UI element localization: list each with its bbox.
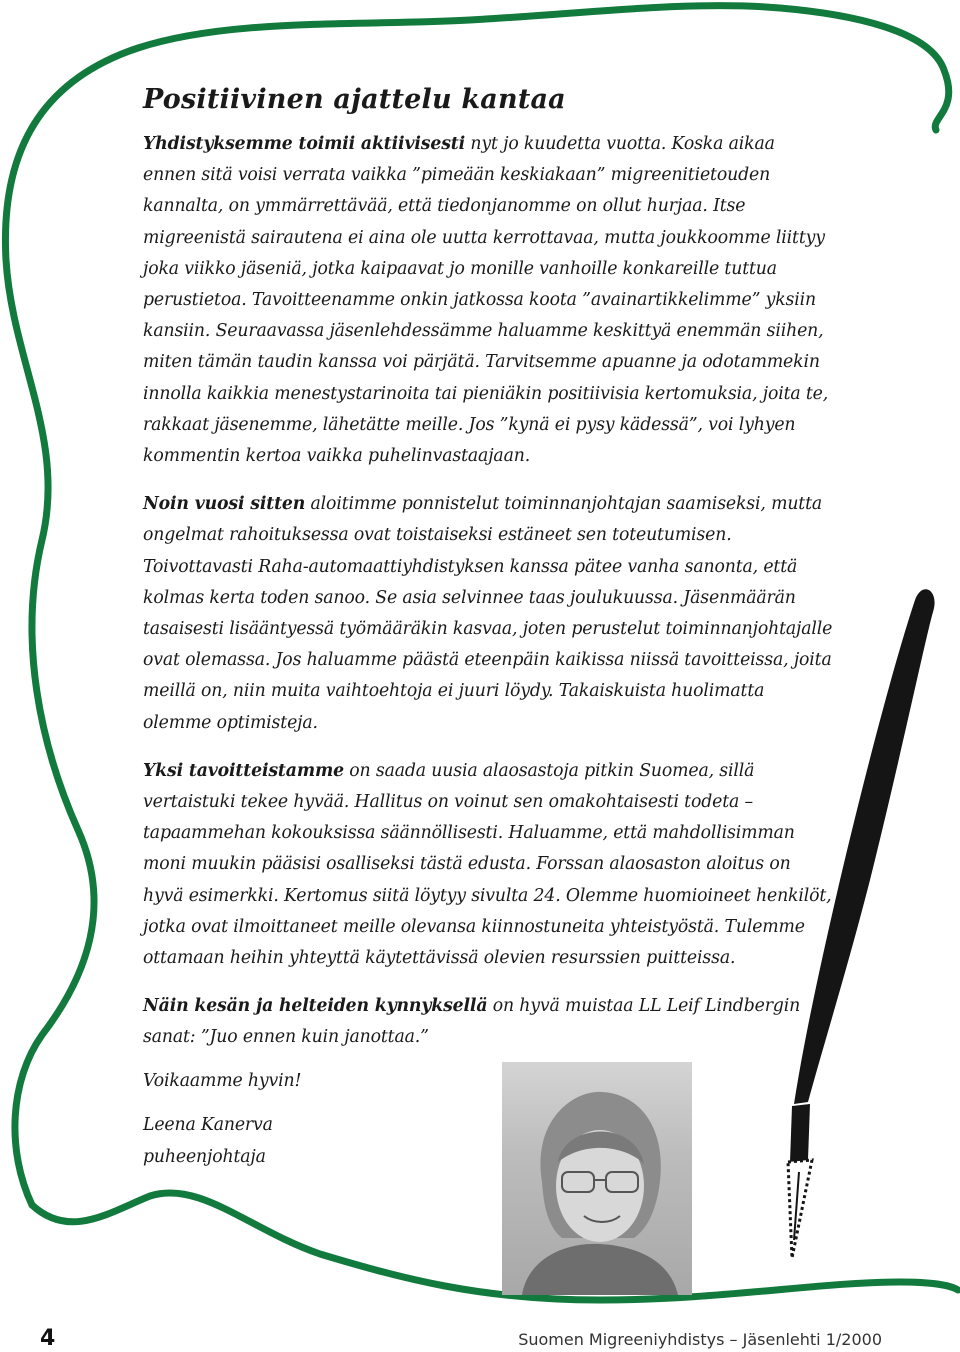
paragraph-4-lead: Näin kesän ja helteiden kynnyksellä	[143, 996, 488, 1017]
paragraph-2-lead: Noin vuosi sitten	[143, 494, 306, 515]
signature-name: Leena Kanerva	[143, 1114, 273, 1135]
paragraph-2-text: aloitimme ponnistelut toiminnanjohtajan saamiseksi, mutta ongelmat rahoituksessa ovat toistaiseksi estäneet sen toteutumisen. Toivottavasti Raha-automaattiyhdistyksen kanssa pätee vanha sanonta, että kolmas kerta toden sanoo. Se asia selvinnee taas joulukuussa. Jäsenmäärän tasaisesti lisääntyessä työmääräkin kasvaa, joten perustelut toiminnanjohtajalle ovat olemassa. Jos haluamme päästä eteenpäin kaikissa niissä tavoitteissa, joita meillä on, niin muita vaihtoehtoja ei juuri löydy. Takaiskuista huolimatta olemme optimisteja.	[143, 494, 833, 733]
paragraph-1-lead: Yhdistyksemme toimii aktiivisesti	[143, 134, 466, 154]
article-title: Positiivinen ajattelu kantaa	[143, 84, 566, 115]
closing-line: Voikaamme hyvin!	[143, 1070, 302, 1091]
author-portrait-photo	[502, 1062, 692, 1295]
editorial-article	[143, 84, 833, 1173]
green-ribbon-bottom	[32, 1193, 958, 1300]
paragraph-1	[143, 129, 833, 472]
journal-name: Suomen Migreeniyhdistys – Jäsenlehti 1/2000	[518, 1330, 882, 1349]
page-footer	[0, 1322, 960, 1352]
pen-nib	[788, 1160, 812, 1258]
signature-role: puheenjohtaja	[143, 1146, 266, 1167]
paragraph-3	[143, 756, 833, 974]
paragraph-2	[143, 489, 833, 739]
paragraph-1-text: nyt jo kuudetta vuotta. Koska aikaa ennen sitä voisi verrata vaikka ”pimeään keskiakaan” migreenitietouden kannalta, on ymmärrettävää, että tiedonjanomme on ollut hurjaa. Itse migreenistä sairautena ei aina ole uutta kerrottavaa, mutta joukkoomme liittyy joka viikko jäseniä, jotka kaipaavat jo monille vanhoille konkareille tuttua perustietoa. Tavoitteenamme onkin jatkossa koota ”avainartikkelimme” yksiin kansiin. Seuraavassa jäsenlehdessämme haluamme keskittyä enemmän siihen, miten tämän taudin kanssa voi pärjätä. Tarvitsemme apuanne ja odotammekin innolla kaikkia menestystarinoita tai pieniäkin positiivisia kertomuksia, joita te, rakkaat jäsenemme, lähetätte meille. Jos ”kynä ei pysy kädessä”, voi lyhyen kommentin kertoa vaikka puhelinvastaajaan.	[143, 134, 829, 467]
paragraph-3-lead: Yksi tavoitteistamme	[143, 760, 344, 781]
paragraph-4	[143, 991, 833, 1053]
paragraph-4-text: on hyvä muistaa LL Leif Lindbergin sanat: ”Juo ennen kuin janottaa.”	[143, 996, 801, 1048]
page-number: 4	[40, 1326, 56, 1351]
portrait-illustration	[502, 1062, 692, 1295]
paragraph-3-text: on saada uusia alaosastoja pitkin Suomea, sillä vertaistuki tekee hyvää. Hallitus on voinut sen omakohtaisesti todeta – tapaammehan kokouksissa säännöllisesti. Haluamme, että mahdollisimman moni muukin pääsisi osalliseksi tästä edusta. Forssan alaosaston aloitus on hyvä esimerkki. Kertomus siitä löytyy sivulta 24. Olemme huomioineet henkilöt, jotka ovat ilmoittaneet meille olevansa kiinnostuneita yhteistyöstä. Tulemme ottamaan heihin yhteyttä käytettävissä olevien resurssien puitteissa.	[143, 760, 832, 969]
